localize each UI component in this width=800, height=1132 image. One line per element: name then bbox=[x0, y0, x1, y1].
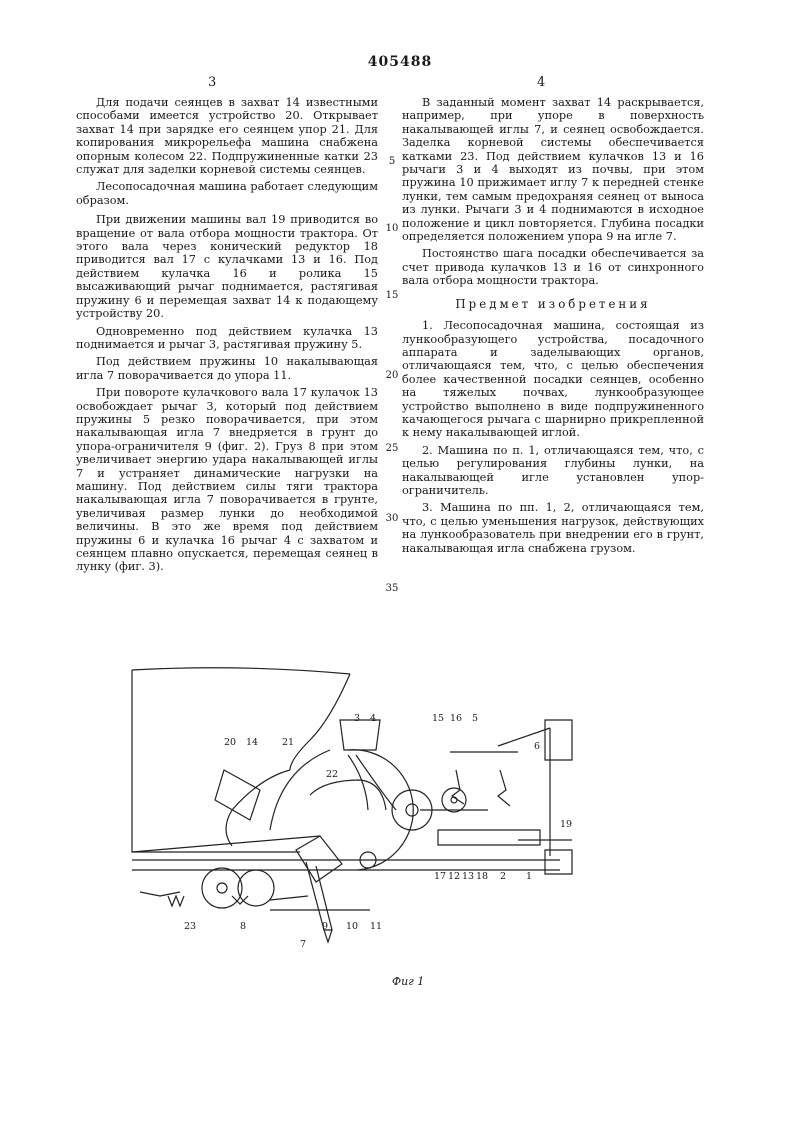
claim: 1. Лесопосадочная машина, состоящая из лункообразующего устройства, посадочного аппарата и заделывающих органов, отличающаяся тем, что, с целью обеспечения более качественной посадки сеянцев, особенно на тяжелых почвах, лункообразующее устройство выполнено в виде подпружиненного качающегося рычага с шарнирно прикрепленной к нему накалывающей иглой. bbox=[402, 319, 704, 440]
figure-label: 5 bbox=[472, 713, 479, 724]
paragraph: При повороте кулачкового вала 17 кулачок 13 освобождает рычаг 3, который под действием пружины 5 резко поворачивается, при этом накалывающая игла 7 внедряется в грунт до упора-ограничителя 9 (фиг. 2). Груз 8 при этом увеличивает энергию удара накалывающей иглы 7 и устраняет динамические нагрузки на машину. Под действием силы тяги трактора накалывающая игла 7 поворачивается в грунте, увеличивая размер лунки до необходимой величины. В это же время под действием пружины 6 и кулачка 16 рычаг 4 с захватом и сеянцем плавно опускается, перемещая сеянец в лунку (фиг. 3). bbox=[76, 386, 378, 574]
line-number: 35 bbox=[385, 583, 399, 594]
figure-label: 20 bbox=[224, 737, 237, 748]
paragraph: Одновременно под действием кулачка 13 поднимается и рычаг 3, растягивая пружину 5. bbox=[76, 324, 378, 351]
figure-label: 2 bbox=[500, 871, 507, 882]
page-number-right: 4 bbox=[537, 75, 546, 90]
paragraph: Под действием пружины 10 накалывающая игла 7 поворачивается до упора 11. bbox=[76, 355, 378, 382]
figure-label: 8 bbox=[240, 921, 247, 932]
figure-label: 4 bbox=[370, 713, 377, 724]
claim: 3. Машина по пп. 1, 2, отличающаяся тем, что, с целью уменьшения нагрузок, действующих на лункообразователь при внедрении его в грунт, накалывающая игла снабжена грузом. bbox=[402, 501, 704, 555]
line-number: 30 bbox=[385, 513, 399, 524]
figure-label: 19 bbox=[560, 819, 573, 830]
figure-label: 1 bbox=[526, 871, 533, 882]
line-number: 5 bbox=[388, 156, 396, 167]
machine-drawing bbox=[120, 660, 600, 1000]
line-number: 25 bbox=[385, 443, 399, 454]
page-number-left: 3 bbox=[208, 75, 217, 90]
figure-caption: Фиг 1 bbox=[392, 975, 425, 988]
figure-label: 6 bbox=[534, 741, 541, 752]
right-column bbox=[402, 96, 704, 559]
claim: 2. Машина по п. 1, отличающаяся тем, что, с целью регулирования глубины лунки, на накалывающей игле установлен упор-ограничитель. bbox=[402, 443, 704, 497]
figure-label: 22 bbox=[326, 769, 339, 780]
figure-label: 13 bbox=[462, 871, 475, 882]
figure-label: 23 bbox=[184, 921, 197, 932]
left-column bbox=[76, 96, 378, 578]
figure-label: 11 bbox=[370, 921, 383, 932]
figure-label: 12 bbox=[448, 871, 461, 882]
line-number: 20 bbox=[385, 370, 399, 381]
figure-label: 14 bbox=[246, 737, 259, 748]
paragraph: Для подачи сеянцев в захват 14 известными способами имеется устройство 20. Открывает захват 14 при зарядке его сеянцем упор 21. Для копирования микрорельефа машина снабжена опорным колесом 22. Подпружиненные катки 23 служат для заделки корневой системы сеянцев. bbox=[76, 96, 378, 177]
line-number: 15 bbox=[385, 290, 399, 301]
figure-label: 10 bbox=[346, 921, 359, 932]
figure-label: 7 bbox=[300, 939, 307, 950]
paragraph: При движении машины вал 19 приводится во вращение от вала отбора мощности трактора. От этого вала через конический редуктор 18 приводится вал 17 с кулачками 13 и 16. Под действием кулачка 16 и ролика 15 высаживающий рычаг поднимается, растягивая пружину 6 и перемещая захват 14 к подающему устройству 20. bbox=[76, 213, 378, 321]
patent-number: 405488 bbox=[367, 54, 433, 70]
figure-label: 21 bbox=[282, 737, 295, 748]
figure-label: 15 bbox=[432, 713, 445, 724]
paragraph: В заданный момент захват 14 раскрывается, например, при упоре в поверхность накалывающей иглы 7, и сеянец освобождается. Заделка корневой системы обеспечивается катками 23. Под действием кулачков 13 и 16 рычаги 3 и 4 выходят из почвы, при этом пружина 10 прижимает иглу 7 к передней стенке лунки, тем самым предохраняя сеянец от выноса из лунки. Рычаги 3 и 4 поднимаются в исходное положение и цикл повторяется. Глубина посадки определяется положением упора 9 на игле 7. bbox=[402, 96, 704, 244]
figure-label: 3 bbox=[354, 713, 361, 724]
figure-label: 18 bbox=[476, 871, 489, 882]
figure-label: 16 bbox=[450, 713, 463, 724]
figure-label: 9 bbox=[322, 921, 329, 932]
paragraph: Постоянство шага посадки обеспечивается за счет привода кулачков 13 и 16 от синхронного вала отбора мощности трактора. bbox=[402, 247, 704, 288]
line-number: 10 bbox=[385, 223, 399, 234]
claims-title: Предмет изобретения bbox=[455, 296, 651, 311]
figure-label: 17 bbox=[434, 871, 447, 882]
paragraph: Лесопосадочная машина работает следующим образом. bbox=[76, 180, 378, 207]
figure-1 bbox=[120, 660, 600, 1000]
